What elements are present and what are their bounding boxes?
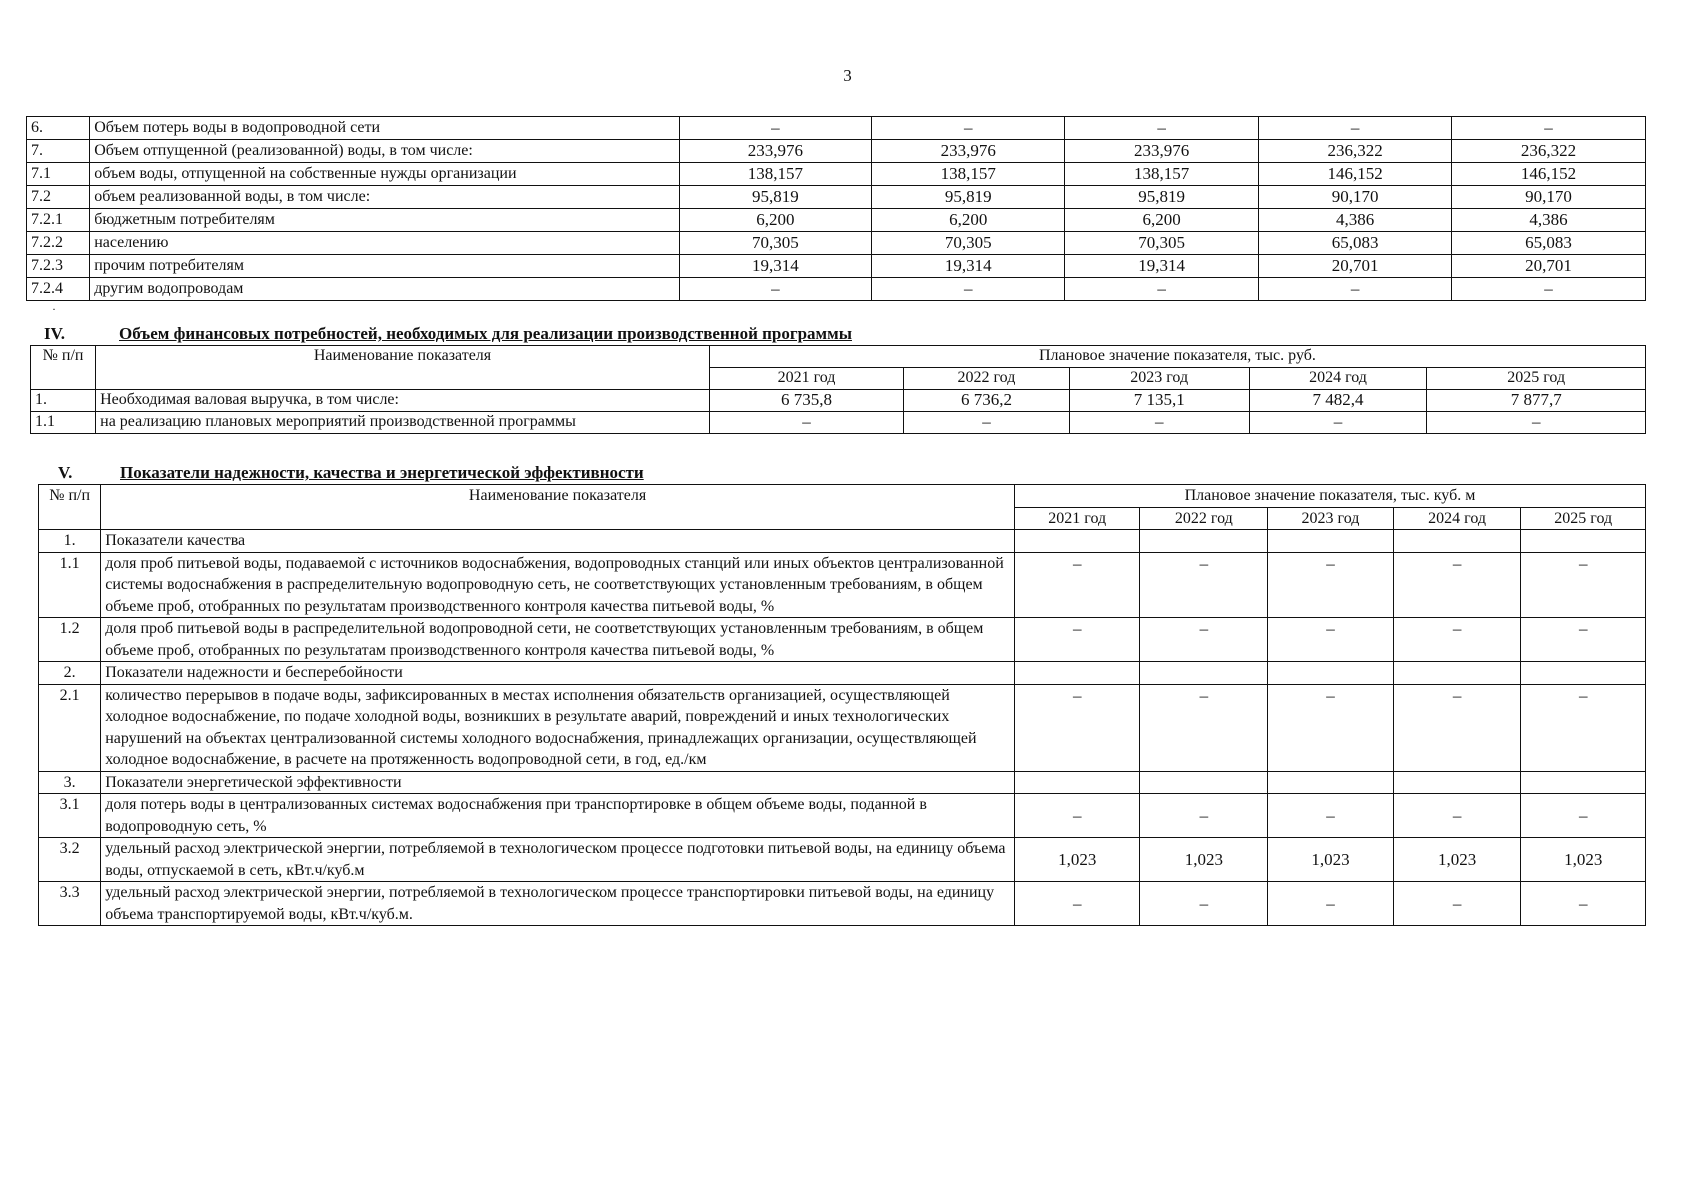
value-cell: – xyxy=(1140,552,1268,618)
header-no: № п/п xyxy=(31,346,96,390)
value-cell: 1,023 xyxy=(1014,838,1140,882)
value-cell: – xyxy=(1140,684,1268,771)
value-cell: 4,386 xyxy=(1259,209,1452,232)
header-plan: Плановое значение показателя, тыс. руб. xyxy=(709,346,1645,368)
empty-cell xyxy=(1393,771,1521,794)
empty-cell xyxy=(1140,530,1268,553)
value-cell: 236,322 xyxy=(1259,140,1452,163)
value-cell: 233,976 xyxy=(679,140,872,163)
value-cell: – xyxy=(1452,278,1646,301)
year-header: 2023 год xyxy=(1069,368,1249,390)
value-cell: 1,023 xyxy=(1393,838,1521,882)
empty-cell xyxy=(1521,662,1646,685)
value-cell: 20,701 xyxy=(1452,255,1646,278)
table-row xyxy=(27,255,1646,278)
value-cell: 20,701 xyxy=(1259,255,1452,278)
value-cell: – xyxy=(1268,684,1394,771)
value-cell: 90,170 xyxy=(1452,186,1646,209)
value-cell: – xyxy=(1014,552,1140,618)
value-cell: – xyxy=(1140,882,1268,926)
row-number: 1.1 xyxy=(39,552,101,618)
year-header: 2025 год xyxy=(1521,507,1646,530)
value-cell: – xyxy=(1393,882,1521,926)
value-cell: 6,200 xyxy=(872,209,1065,232)
row-name: прочим потребителям xyxy=(90,255,679,278)
table-row xyxy=(31,412,1646,434)
value-cell: 90,170 xyxy=(1259,186,1452,209)
year-header: 2024 год xyxy=(1393,507,1521,530)
value-cell: – xyxy=(1268,552,1394,618)
value-cell: 6 736,2 xyxy=(904,390,1070,412)
empty-cell xyxy=(1268,662,1394,685)
row-number: 1.2 xyxy=(39,618,101,662)
row-number: 7.2.4 xyxy=(27,278,90,301)
row-number: 1.1 xyxy=(31,412,96,434)
table-row xyxy=(27,209,1646,232)
table-row xyxy=(27,278,1646,301)
value-cell: – xyxy=(1427,412,1646,434)
table-row xyxy=(31,390,1646,412)
row-name: доля проб питьевой воды, подаваемой с источников водоснабжения, водопроводных станций или иных объектов централизованной системы водоснабжения в распределительную водопроводную сеть, не соответствующих установленным требованиям, в общем объеме проб, отобранных по результатам производственного контроля качества питьевой воды, % xyxy=(101,552,1015,618)
value-cell: – xyxy=(1014,882,1140,926)
table-row xyxy=(39,618,1646,662)
row-name: Показатели энергетической эффективности xyxy=(101,771,1015,794)
value-cell: 65,083 xyxy=(1259,232,1452,255)
empty-cell xyxy=(1014,530,1140,553)
table-row xyxy=(27,140,1646,163)
year-header: 2023 год xyxy=(1268,507,1394,530)
value-cell: – xyxy=(1259,278,1452,301)
value-cell: 146,152 xyxy=(1259,163,1452,186)
row-name: бюджетным потребителям xyxy=(90,209,679,232)
empty-cell xyxy=(1393,662,1521,685)
table-row xyxy=(27,163,1646,186)
row-name: населению xyxy=(90,232,679,255)
value-cell: 6,200 xyxy=(679,209,872,232)
header-no: № п/п xyxy=(39,485,101,530)
value-cell: 70,305 xyxy=(872,232,1065,255)
row-name: доля проб питьевой воды в распределительной водопроводной сети, не соответствующих установленным требованиям, в общем объеме проб, отобранных по результатам производственного контроля качества питьевой воды, % xyxy=(101,618,1015,662)
value-cell: – xyxy=(872,117,1065,140)
year-header: 2024 год xyxy=(1249,368,1427,390)
value-cell: 19,314 xyxy=(679,255,872,278)
header-name: Наименование показателя xyxy=(101,485,1015,530)
value-cell: – xyxy=(1065,117,1259,140)
value-cell: – xyxy=(1452,117,1646,140)
value-cell: 1,023 xyxy=(1521,838,1646,882)
value-cell: – xyxy=(1065,278,1259,301)
value-cell: 1,023 xyxy=(1140,838,1268,882)
value-cell: – xyxy=(1259,117,1452,140)
financial-needs-table xyxy=(30,345,1646,434)
reliability-indicators-table xyxy=(38,484,1646,926)
empty-cell xyxy=(1521,771,1646,794)
value-cell: – xyxy=(1014,794,1140,838)
year-header: 2021 год xyxy=(709,368,903,390)
value-cell: – xyxy=(1268,618,1394,662)
year-header: 2022 год xyxy=(1140,507,1268,530)
row-name: Объем отпущенной (реализованной) воды, в том числе: xyxy=(90,140,679,163)
value-cell: 233,976 xyxy=(1065,140,1259,163)
row-number: 7.2.3 xyxy=(27,255,90,278)
row-name: на реализацию плановых мероприятий производственной программы xyxy=(96,412,710,434)
row-name: Показатели качества xyxy=(101,530,1015,553)
row-number: 7.2 xyxy=(27,186,90,209)
year-header: 2022 год xyxy=(904,368,1070,390)
value-cell: 236,322 xyxy=(1452,140,1646,163)
value-cell: – xyxy=(1521,552,1646,618)
value-cell: 65,083 xyxy=(1452,232,1646,255)
value-cell: 138,157 xyxy=(1065,163,1259,186)
section-4-title: IV. Объем финансовых потребностей, необходимых для реализации производственной программы xyxy=(44,324,852,343)
empty-cell xyxy=(1268,771,1394,794)
row-name: Объем потерь воды в водопроводной сети xyxy=(90,117,679,140)
year-header: 2021 год xyxy=(1014,507,1140,530)
value-cell: 7 482,4 xyxy=(1249,390,1427,412)
empty-cell xyxy=(1014,662,1140,685)
value-cell: – xyxy=(1014,618,1140,662)
empty-cell xyxy=(1521,530,1646,553)
group-row xyxy=(39,530,1646,553)
value-cell: 95,819 xyxy=(1065,186,1259,209)
value-cell: – xyxy=(1521,618,1646,662)
value-cell: – xyxy=(709,412,903,434)
table-row xyxy=(27,186,1646,209)
value-cell: – xyxy=(1268,794,1394,838)
value-cell: – xyxy=(679,278,872,301)
section-5-title: V. Показатели надежности, качества и энергетической эффективности xyxy=(58,463,644,482)
row-number: 2.1 xyxy=(39,684,101,771)
group-row xyxy=(39,771,1646,794)
group-row xyxy=(39,662,1646,685)
empty-cell xyxy=(1268,530,1394,553)
value-cell: – xyxy=(1069,412,1249,434)
row-number: 7.1 xyxy=(27,163,90,186)
page-number: 3 xyxy=(843,66,852,85)
row-number: 2. xyxy=(39,662,101,685)
value-cell: – xyxy=(1249,412,1427,434)
value-cell: – xyxy=(904,412,1070,434)
water-volume-table xyxy=(26,116,1646,301)
value-cell: 6,200 xyxy=(1065,209,1259,232)
header-plan: Плановое значение показателя, тыс. куб. м xyxy=(1014,485,1645,508)
value-cell: 138,157 xyxy=(872,163,1065,186)
value-cell: – xyxy=(1393,618,1521,662)
row-number: 3.1 xyxy=(39,794,101,838)
value-cell: 19,314 xyxy=(872,255,1065,278)
empty-cell xyxy=(1140,662,1268,685)
row-number: 6. xyxy=(27,117,90,140)
row-number: 3. xyxy=(39,771,101,794)
table-row xyxy=(39,882,1646,926)
table-row xyxy=(27,232,1646,255)
row-number: 1. xyxy=(31,390,96,412)
value-cell: 7 135,1 xyxy=(1069,390,1249,412)
value-cell: 146,152 xyxy=(1452,163,1646,186)
value-cell: – xyxy=(1393,794,1521,838)
table-row xyxy=(39,794,1646,838)
row-name: удельный расход электрической энергии, потребляемой в технологическом процессе транспортировки питьевой воды, на единицу объема транспортируемой воды, кВт.ч/куб.м. xyxy=(101,882,1015,926)
year-header: 2025 год xyxy=(1427,368,1646,390)
table-row xyxy=(39,552,1646,618)
value-cell: – xyxy=(1521,794,1646,838)
value-cell: 233,976 xyxy=(872,140,1065,163)
row-name: объем реализованной воды, в том числе: xyxy=(90,186,679,209)
value-cell: – xyxy=(1521,684,1646,771)
row-name: объем воды, отпущенной на собственные нужды организации xyxy=(90,163,679,186)
value-cell: – xyxy=(1014,684,1140,771)
table-row xyxy=(39,684,1646,771)
value-cell: – xyxy=(1521,882,1646,926)
table-row xyxy=(39,838,1646,882)
value-cell: – xyxy=(1393,684,1521,771)
value-cell: – xyxy=(1140,618,1268,662)
value-cell: 138,157 xyxy=(679,163,872,186)
value-cell: 70,305 xyxy=(679,232,872,255)
row-number: 7. xyxy=(27,140,90,163)
stray-dot: · xyxy=(52,302,56,316)
value-cell: 6 735,8 xyxy=(709,390,903,412)
row-number: 3.2 xyxy=(39,838,101,882)
value-cell: – xyxy=(1393,552,1521,618)
row-number: 7.2.1 xyxy=(27,209,90,232)
value-cell: 4,386 xyxy=(1452,209,1646,232)
row-name: количество перерывов в подаче воды, зафиксированных в местах исполнения обязательств организацией, осуществляющей холодное водоснабжение, по подаче холодной воды, возникших в результате аварий, повреждений и иных технологических нарушений на объектах централизованной системы холодного водоснабжения, принадлежащих организации, осуществляющей холодное водоснабжение, в расчете на протяженность водопроводной сети, в год, ед./км xyxy=(101,684,1015,771)
value-cell: 1,023 xyxy=(1268,838,1394,882)
empty-cell xyxy=(1393,530,1521,553)
row-name: Необходимая валовая выручка, в том числе: xyxy=(96,390,710,412)
header-name: Наименование показателя xyxy=(96,346,710,390)
value-cell: 19,314 xyxy=(1065,255,1259,278)
row-name: доля потерь воды в централизованных системах водоснабжения при транспортировке в общем объеме воды, поданной в водопроводную сеть, % xyxy=(101,794,1015,838)
empty-cell xyxy=(1140,771,1268,794)
row-name: другим водопроводам xyxy=(90,278,679,301)
row-name: удельный расход электрической энергии, потребляемой в технологическом процессе подготовки питьевой воды, на единицу объема воды, отпускаемой в сеть, кВт.ч/куб.м xyxy=(101,838,1015,882)
row-number: 7.2.2 xyxy=(27,232,90,255)
value-cell: 7 877,7 xyxy=(1427,390,1646,412)
row-number: 1. xyxy=(39,530,101,553)
value-cell: – xyxy=(1140,794,1268,838)
row-name: Показатели надежности и бесперебойности xyxy=(101,662,1015,685)
value-cell: – xyxy=(1268,882,1394,926)
value-cell: – xyxy=(872,278,1065,301)
value-cell: 95,819 xyxy=(679,186,872,209)
value-cell: 70,305 xyxy=(1065,232,1259,255)
table-row xyxy=(27,117,1646,140)
value-cell: 95,819 xyxy=(872,186,1065,209)
row-number: 3.3 xyxy=(39,882,101,926)
empty-cell xyxy=(1014,771,1140,794)
value-cell: – xyxy=(679,117,872,140)
